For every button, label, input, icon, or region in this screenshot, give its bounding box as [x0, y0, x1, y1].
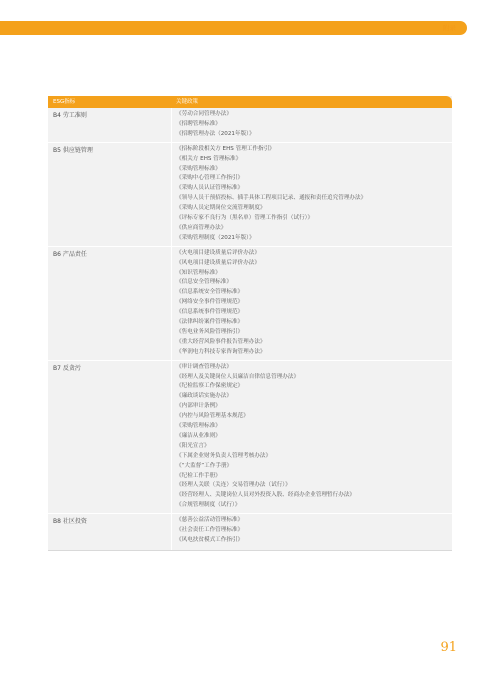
policy-table: [48, 96, 452, 551]
policy-item: 《网络安全事件管理规范》: [176, 299, 244, 306]
table-header: [48, 96, 452, 108]
table-row: [48, 514, 452, 549]
policy-item: 《审计调查管理办法》: [176, 363, 232, 370]
esg-indicator-cell: B8 社区投资: [53, 518, 87, 526]
table-row: [48, 143, 452, 247]
policy-item: 《采购人员认证管理标准》: [176, 185, 244, 192]
policy-item: 《下属企业财务负责人管理考核办法》: [176, 452, 272, 459]
policy-list: [176, 516, 448, 546]
page-number: 91: [440, 640, 457, 655]
page-header: [0, 0, 500, 50]
section-label: 附录: [443, 24, 456, 32]
header-esg-indicator: ESG指标: [53, 99, 76, 105]
policy-item: 《慈善公益活动管理标准》: [176, 517, 244, 524]
policy-item: 《供应商管理办法》: [176, 224, 227, 231]
policy-item: 《信息安全管理标准》: [176, 279, 232, 286]
esg-indicator-cell: B5 供应链管理: [53, 146, 93, 154]
policy-item: 《经理人及关键岗位人员廉洁自律信息管理办法》: [176, 373, 300, 380]
policy-item: 《采购管理标准》: [176, 423, 221, 430]
policy-item: 《招标阶段相关方 EHS 管理工作指引》: [176, 145, 275, 152]
esg-indicator-cell: B4 劳工准则: [53, 112, 87, 119]
policy-item: 《纪检监察工作保密规定》: [176, 383, 244, 390]
policy-item: 《内控与风险管理基本规范》: [176, 413, 249, 420]
policy-item: 《信息系统安全管理标准》: [176, 289, 244, 296]
policy-item: 《华润电力科技专家咨询管理办法》: [176, 348, 266, 355]
policy-item: 《采购中心管理工作指引》: [176, 175, 244, 182]
table-row: [48, 108, 452, 143]
policy-item: 《风电扶贫模式工作指引》: [176, 536, 244, 543]
header-accent-bar: [0, 21, 467, 35]
policy-item: 《经营经理人、关键岗位人员对外投资入股、经商办企业管理暂行办法》: [176, 492, 356, 499]
policy-item: 《知识管理标准》: [176, 269, 221, 276]
policy-item: 《纪检工作手册》: [176, 472, 221, 479]
policy-item: 《社会责任工作管理标准》: [176, 527, 244, 533]
policy-item: 《采购管理标准》: [176, 165, 221, 172]
esg-indicator-cell: B7 反贪污: [53, 364, 81, 372]
policy-item: 《重大经营风险事件报告管理办法》: [176, 338, 266, 345]
policy-item: 《阳光宣言》: [176, 442, 210, 449]
policy-item: 《采购管理制度（2021年版）》: [176, 234, 255, 241]
policy-item: 《法律纠纷案件管理标准》: [176, 319, 244, 326]
policy-list: [176, 110, 448, 140]
policy-item: 《合规管理制度（试行）》: [176, 502, 241, 509]
policy-item: 《廉政谈话实施办法》: [176, 393, 232, 400]
policy-item: 《内部审计条例》: [176, 403, 221, 410]
header-key-policies: 关键政策: [176, 99, 199, 105]
policy-item: 《廉洁从业准则》: [176, 432, 221, 439]
policy-list: [176, 249, 448, 358]
table-row: [48, 361, 452, 515]
policy-item: 《相关方 EHS 管理标准》: [176, 155, 242, 162]
policy-item: 《火电项目建设质量后评价办法》: [176, 249, 260, 256]
policy-item: 《招聘管理办法（2021年版）》: [176, 130, 255, 137]
policy-item: 《采购人员定期岗位交流管理制度》: [176, 205, 266, 212]
policy-item: 《领导人员干预招投标、插手具体工程项目记录、通报和责任追究管理办法》: [176, 195, 367, 202]
policy-item: 《风电项目建设质量后评价办法》: [176, 259, 260, 266]
policy-item: 《劳动合同管理办法》: [176, 111, 232, 117]
policy-item: 《售电业务风险管理指引》: [176, 328, 244, 335]
policy-item: 《评标专家不良行为（黑名单）管理工作指引（试行）》: [176, 215, 314, 222]
policy-item: 《信息系统事件管理规范》: [176, 309, 244, 316]
policy-item: 《招聘管理标准》: [176, 120, 221, 127]
policy-item: 《经理人关联（关连）交易管理办法（试行）》: [176, 482, 291, 489]
policy-list: [176, 363, 448, 512]
table-row: [48, 247, 452, 361]
esg-indicator-cell: B6 产品责任: [53, 250, 87, 258]
policy-list: [176, 145, 448, 244]
policy-item: 《“大监督”工作手册》: [176, 462, 233, 469]
